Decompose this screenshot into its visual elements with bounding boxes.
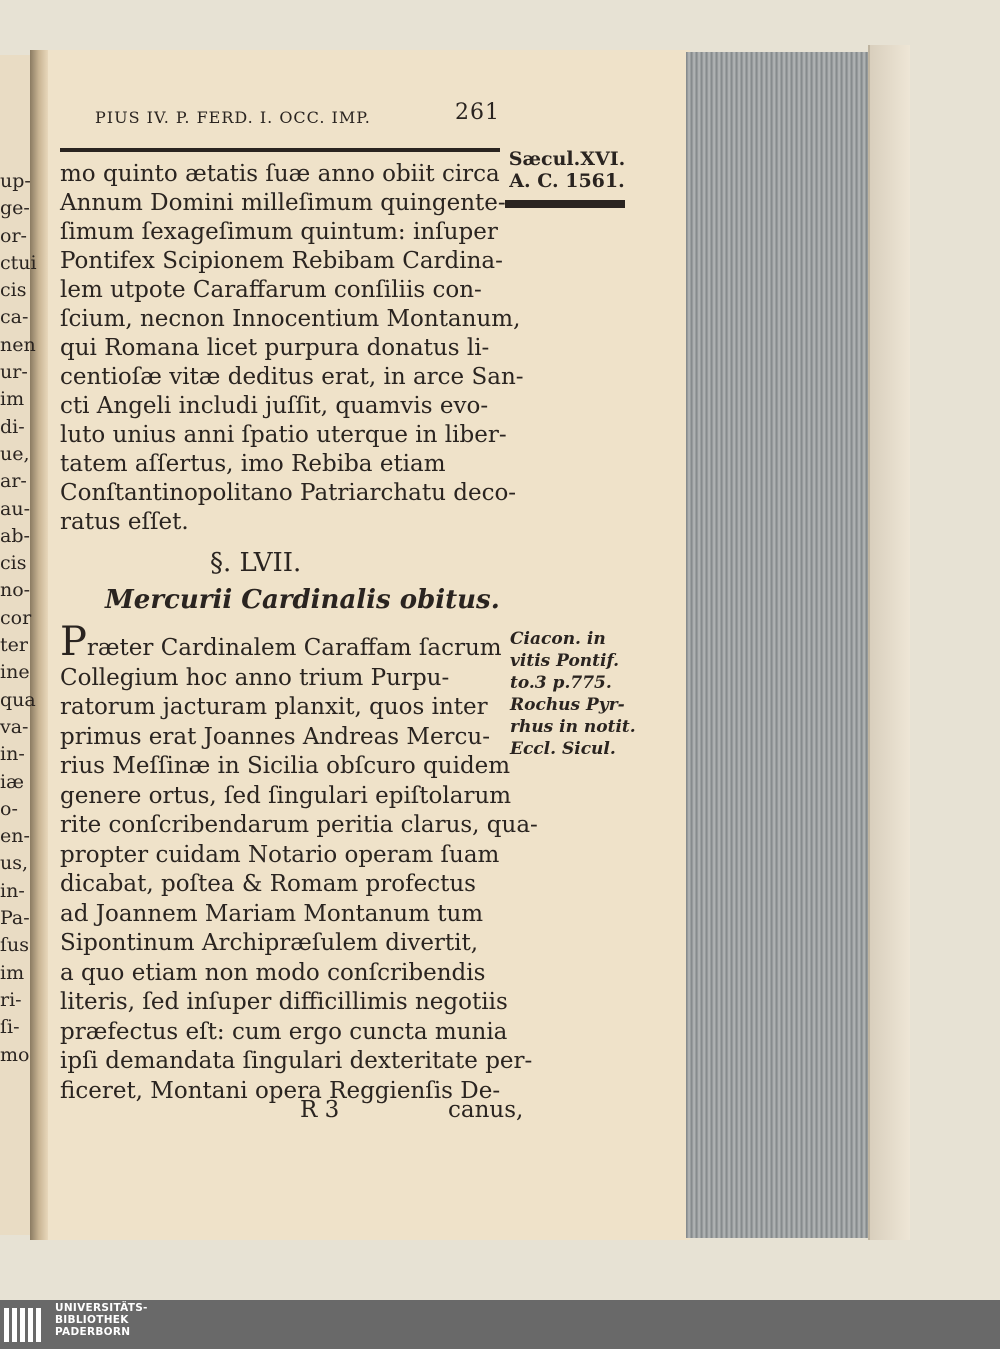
line-fragment: ine [0, 661, 30, 684]
line-fragment: ue, [0, 442, 30, 465]
text-line: ſimum ſexageſimum quintum: inſuper [60, 219, 498, 245]
library-name [55, 1302, 148, 1338]
text-line: cti Angeli includi juſſit, quamvis evo- [60, 393, 489, 419]
signature-mark: R 3 [300, 1097, 340, 1123]
text-line: rius Meſſinæ in Sicilia obſcuro quidem [60, 753, 511, 779]
text-line: Annum Domini milleſimum quingente- [60, 190, 506, 216]
line-fragment: ar- [0, 470, 27, 493]
header-rule [60, 148, 500, 152]
text-line: a quo etiam non modo conſcribendis [60, 959, 486, 986]
text-line: Collegium hoc anno trium Purpu- [60, 664, 450, 691]
line-fragment: cis [0, 552, 27, 575]
line-fragment: ſus [0, 934, 30, 957]
text-line: Conſtantinopolitano Patriarchatu deco- [60, 480, 517, 506]
text-line: luto unius anni ſpatio uterque in liber- [60, 422, 507, 448]
text-line: centioſæ vitæ deditus erat, in arce San- [60, 364, 524, 390]
paragraph-2 [60, 619, 538, 1106]
text-line: ſcium, necnon Innocentium Montanum, [60, 306, 521, 332]
text-line: Sipontinum Archipræſulem divertit, [60, 930, 479, 956]
citation-line: Eccl. Sicul. [510, 739, 616, 759]
text-line: ipſi demandata ſingulari dexteritate per- [60, 1048, 533, 1074]
page-edges [686, 52, 875, 1238]
margin-note-century: Sæcul.XVI. [508, 148, 626, 170]
text-line: literis, ſed inſuper difficillimis negotiis [60, 989, 508, 1015]
text-line: ficeret, Montani opera Reggienſis De- [60, 1077, 501, 1104]
line-fragment: ter [0, 634, 28, 657]
citation-line: Rochus Pyr- [510, 695, 625, 715]
text-line: qui Romana licet purpura donatus li- [60, 335, 490, 361]
book-cover [868, 45, 910, 1240]
library-name-line: BIBLIOTHEK [55, 1314, 129, 1326]
left-page-line-ends [0, 168, 40, 1069]
running-title: PIUS IV. P. FERD. I. OCC. IMP. [95, 108, 371, 127]
line-fragment: di- [0, 415, 25, 438]
text-line: ad Joannem Mariam Montanum tum [60, 900, 484, 927]
line-fragment: ge- [0, 197, 30, 220]
line-fragment: cis [0, 279, 27, 302]
paragraph-1 [60, 160, 524, 537]
line-fragment: ur- [0, 361, 28, 384]
text-line: tatem aſſertus, imo Rebiba etiam [60, 451, 446, 477]
line-fragment: en- [0, 825, 30, 848]
text-line: rite conſcribendarum peritia clarus, qua- [60, 812, 538, 838]
section-title: Mercurii Cardinalis obitus. [105, 585, 500, 615]
catchword: canus, [448, 1097, 524, 1123]
text-line [60, 619, 520, 665]
citation-line: to.3 p.775. [510, 673, 612, 693]
section-heading: §. LVII. [210, 548, 302, 578]
library-name-line: PADERBORN [55, 1326, 131, 1338]
line-fragment: Pa- [0, 907, 30, 930]
line-fragment: cor [0, 606, 32, 629]
library-name-line: UNIVERSITÄTS- [55, 1302, 148, 1314]
text-line: primus erat Joannes Andreas Mercu- [60, 723, 491, 750]
text-line: genere ortus, ſed ſingulari epiſtolarum [60, 782, 512, 809]
citation-line: vitis Pontif. [510, 651, 620, 671]
line-fragment: ca- [0, 306, 29, 329]
text-line: Pontifex Scipionem Rebibam Cardina- [60, 248, 503, 274]
margin-note-year [507, 148, 627, 192]
margin-note-rule [505, 200, 625, 208]
line-fragment: va- [0, 715, 29, 738]
text-line: ratorum jacturam planxit, quos inter [60, 694, 488, 720]
line-fragment: im [0, 961, 25, 984]
line-fragment: in- [0, 743, 25, 766]
page-number: 261 [455, 100, 500, 125]
line-fragment: no- [0, 579, 31, 602]
margin-note-citation [510, 628, 636, 760]
line-fragment: ab- [0, 524, 30, 547]
line-fragment: in- [0, 879, 25, 902]
margin-note-anno: A. C. 1561. [509, 170, 625, 192]
line-fragment: qua [0, 688, 36, 711]
line-fragment: im [0, 388, 25, 411]
library-bar [0, 1300, 1000, 1349]
line-fragment: o- [0, 797, 18, 820]
line-fragment: ſi- [0, 1016, 20, 1039]
drop-cap: P [60, 619, 87, 665]
first-line: ræter Cardinalem Caraffam ſacrum [86, 635, 502, 661]
line-fragment: ctui [0, 251, 37, 274]
text-line: ratus eſſet. [60, 509, 189, 535]
text-line: præfectus eſt: cum ergo cuncta munia [60, 1018, 508, 1045]
line-fragment: nen [0, 333, 36, 356]
library-logo-icon [0, 1300, 48, 1349]
text-line: dicabat, poſtea & Romam profectus [60, 871, 476, 897]
citation-line: Ciacon. in [510, 629, 606, 649]
text-line: lem utpote Caraffarum conſiliis con- [60, 277, 482, 303]
line-fragment: mo [0, 1043, 30, 1066]
line-fragment: us, [0, 852, 29, 875]
text-line: propter cuidam Notario operam ſuam [60, 841, 500, 868]
running-header [95, 100, 515, 127]
line-fragment: or- [0, 224, 27, 247]
citation-line: rhus in notit. [510, 717, 636, 737]
line-fragment: iæ [0, 770, 24, 793]
line-fragment: au- [0, 497, 30, 520]
line-fragment: up- [0, 170, 31, 192]
line-fragment: ri- [0, 988, 22, 1011]
text-line: mo quinto ætatis ſuæ anno obiit circa [60, 161, 500, 187]
